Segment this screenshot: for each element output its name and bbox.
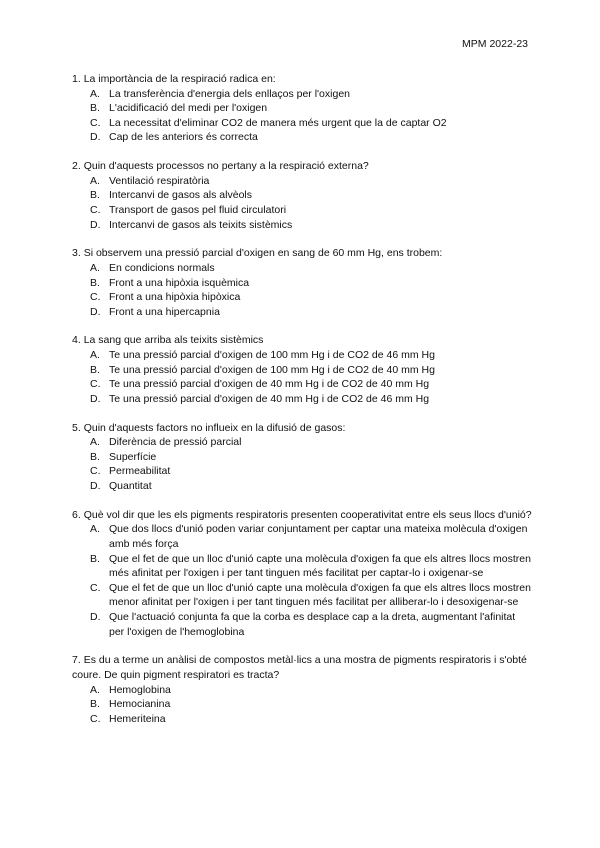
question-text xyxy=(72,508,532,523)
answer-options xyxy=(72,348,532,406)
option-text: Intercanvi de gasos als alvèols xyxy=(109,189,252,202)
option-text: Hemoglobina xyxy=(109,683,171,696)
question-6 xyxy=(72,508,532,639)
question-text xyxy=(72,72,532,87)
option-text: Transport de gasos pel fluid circulatori xyxy=(109,203,287,216)
answer-option xyxy=(72,276,532,291)
question-text xyxy=(72,421,532,436)
option-letter: D. xyxy=(90,131,101,144)
option-text: Que dos llocs d'unió poden variar conjuntament per captar una mateixa molècula d'oxigen amb més força xyxy=(109,523,528,550)
answer-option xyxy=(72,610,532,639)
option-letter: A. xyxy=(90,683,100,696)
question-text xyxy=(72,246,532,261)
question-prompt: Quin d'aquests processos no pertany a la respiració externa? xyxy=(83,160,369,173)
option-text: Que l'actuació conjunta fa que la corba es desplace cap a la dreta, augmentant l'afinitat per l'oxigen de l'hemoglobina xyxy=(109,610,516,638)
answer-option xyxy=(72,101,532,116)
answer-option xyxy=(72,203,532,218)
option-text: Intercanvi de gasos als teixits sistèmics xyxy=(109,218,293,231)
answer-option xyxy=(72,363,532,378)
option-text: Front a una hipòxia isquèmica xyxy=(109,276,250,289)
question-number: 5. xyxy=(72,421,81,434)
option-letter: B. xyxy=(90,450,100,463)
answer-option xyxy=(72,305,532,320)
option-letter: A. xyxy=(90,523,100,536)
option-text: Te una pressió parcial d'oxigen de 100 mm Hg i de CO2 de 40 mm Hg xyxy=(109,363,435,376)
question-prompt: Si observem una pressió parcial d'oxigen en sang de 60 mm Hg, ens trobem: xyxy=(83,247,443,260)
option-letter: A. xyxy=(90,174,100,187)
option-letter: C. xyxy=(90,378,101,391)
option-letter: B. xyxy=(90,276,100,289)
question-prompt: Què vol dir que les els pigments respiratoris presenten cooperativitat entre els seus llocs d'unió? xyxy=(83,508,532,521)
question-number: 3. xyxy=(72,247,81,260)
answer-option xyxy=(72,130,532,145)
option-text: Front a una hipercapnia xyxy=(109,305,220,318)
answer-options xyxy=(72,522,532,639)
option-letter: A. xyxy=(90,349,100,362)
question-number: 6. xyxy=(72,508,81,521)
option-text: La transferència d'energia dels enllaços per l'oxigen xyxy=(109,87,350,100)
option-text: Que el fet de que un lloc d'unió capte una molècula d'oxigen fa que els altres llocs mostren més afinitat per l'oxigen i per tant tinguen més facilitat per captar-lo i oxigenar-se xyxy=(109,552,531,580)
question-prompt: La sang que arriba als teixits sistèmics xyxy=(83,334,264,347)
option-text: Te una pressió parcial d'oxigen de 40 mm Hg i de CO2 de 46 mm Hg xyxy=(109,392,430,405)
answer-options xyxy=(72,261,532,319)
answer-option xyxy=(72,348,532,363)
option-letter: B. xyxy=(90,102,100,115)
option-letter: D. xyxy=(90,218,101,231)
option-letter: D. xyxy=(90,305,101,318)
answer-option xyxy=(72,261,532,276)
option-text: Que el fet de que un lloc d'unió capte una molècula d'oxigen fa que els altres llocs mostren menor afinitat per l'oxigen i per tant tinguen més facilitat per alliberar-lo i desoxigenar-se xyxy=(109,581,531,609)
option-text: Ventilació respiratòria xyxy=(109,174,210,187)
option-letter: B. xyxy=(90,363,100,376)
option-text: Front a una hipòxia hipòxica xyxy=(109,291,241,304)
answer-option xyxy=(72,116,532,131)
option-letter: C. xyxy=(90,581,101,594)
question-7 xyxy=(72,653,532,726)
question-1 xyxy=(72,72,532,145)
question-list xyxy=(72,72,532,740)
option-letter: A. xyxy=(90,261,100,274)
answer-option xyxy=(72,522,532,551)
answer-option xyxy=(72,392,532,407)
answer-option xyxy=(72,435,532,450)
question-prompt: La importància de la respiració radica en: xyxy=(83,73,276,85)
answer-option xyxy=(72,174,532,189)
option-letter: A. xyxy=(90,87,100,100)
question-text xyxy=(72,653,532,682)
answer-options xyxy=(72,87,532,145)
question-text xyxy=(72,159,532,174)
question-number: 7. xyxy=(72,654,81,667)
option-letter: D. xyxy=(90,392,101,405)
option-text: Hemocianina xyxy=(109,698,171,711)
answer-options xyxy=(72,174,532,232)
option-text: Cap de les anteriors és correcta xyxy=(109,131,258,144)
option-letter: B. xyxy=(90,698,100,711)
answer-option xyxy=(72,479,532,494)
option-text: Te una pressió parcial d'oxigen de 100 mm Hg i de CO2 de 46 mm Hg xyxy=(109,349,435,362)
answer-option xyxy=(72,450,532,465)
question-prompt: Quin d'aquests factors no influeix en la difusió de gasos: xyxy=(83,421,346,434)
option-text: Hemeriteina xyxy=(109,712,166,725)
option-text: L'acidificació del medi per l'oxigen xyxy=(109,102,268,115)
option-letter: B. xyxy=(90,189,100,202)
question-2 xyxy=(72,159,532,232)
option-letter: D. xyxy=(90,480,101,492)
answer-option xyxy=(72,552,532,581)
option-text: Te una pressió parcial d'oxigen de 40 mm Hg i de CO2 de 40 mm Hg xyxy=(109,378,430,391)
answer-option xyxy=(72,581,532,610)
question-prompt: Es du a terme un anàlisi de compostos metàl·lics a una mostra de pigments respiratoris i s'obté coure. De quin pigment respiratori es tracta? xyxy=(72,654,527,681)
answer-option xyxy=(72,683,532,698)
option-text: La necessitat d'eliminar CO2 de manera més urgent que la de captar O2 xyxy=(109,116,447,129)
question-4 xyxy=(72,333,532,406)
option-text: Diferència de pressió parcial xyxy=(109,436,242,449)
option-letter: B. xyxy=(90,552,100,565)
option-letter: C. xyxy=(90,465,101,478)
question-number: 2. xyxy=(72,160,81,173)
answer-option xyxy=(72,218,532,233)
option-text: En condicions normals xyxy=(109,261,215,274)
option-text: Quantitat xyxy=(109,480,152,492)
option-letter: D. xyxy=(90,610,101,623)
answer-option xyxy=(72,697,532,712)
answer-options xyxy=(72,683,532,727)
option-text: Superfície xyxy=(109,450,157,463)
answer-option xyxy=(72,464,532,479)
option-letter: C. xyxy=(90,116,101,129)
option-letter: C. xyxy=(90,712,101,725)
question-number: 4. xyxy=(72,334,81,347)
answer-option xyxy=(72,188,532,203)
answer-option xyxy=(72,377,532,392)
option-text: Permeabilitat xyxy=(109,465,171,478)
answer-options xyxy=(72,435,532,493)
answer-option xyxy=(72,87,532,102)
option-letter: C. xyxy=(90,291,101,304)
answer-option xyxy=(72,712,532,727)
question-5 xyxy=(72,421,532,494)
document-header-code: MPM 2022-23 xyxy=(462,38,528,50)
option-letter: A. xyxy=(90,436,100,449)
question-number: 1. xyxy=(72,73,81,85)
question-text xyxy=(72,333,532,348)
answer-option xyxy=(72,290,532,305)
question-3 xyxy=(72,246,532,319)
option-letter: C. xyxy=(90,203,101,216)
